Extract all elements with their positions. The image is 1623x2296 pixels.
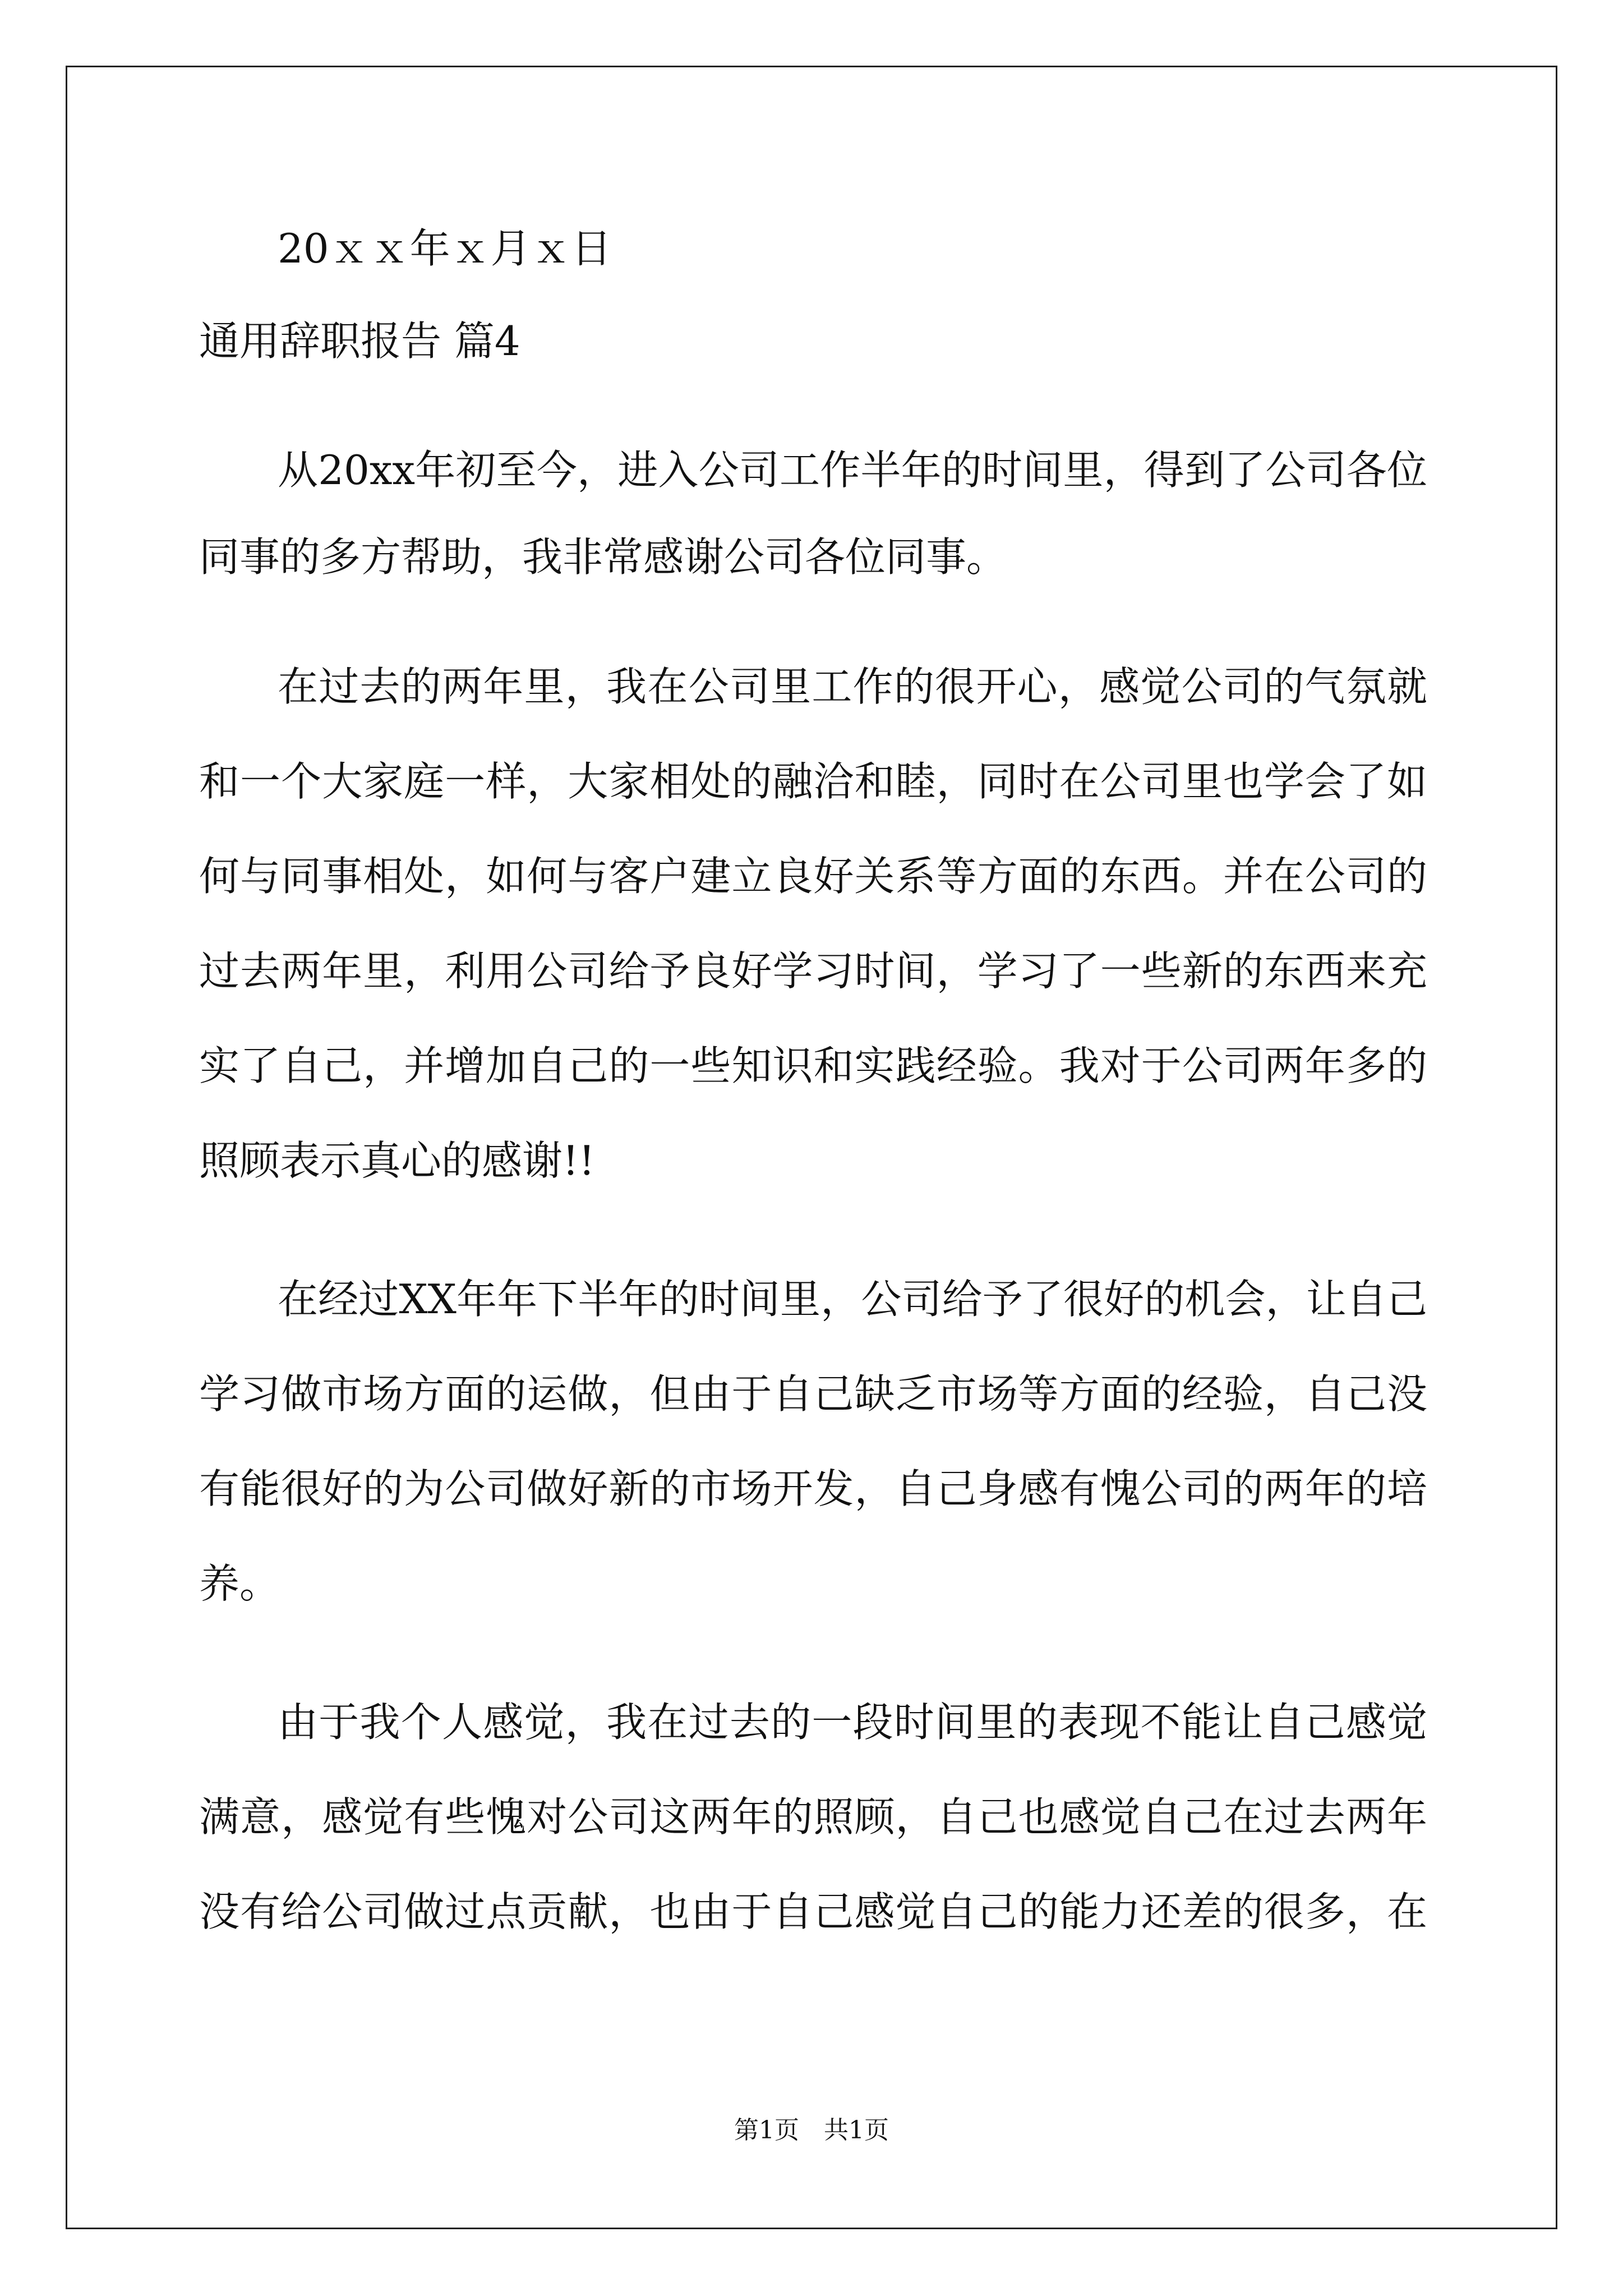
paragraph-2-line-3: 何与同事相处，如何与客户建立良好关系等方面的东西。并在公司的 [199, 853, 1427, 900]
paragraph-1-line-1: 从20xx年初至今，进入公司工作半年的时间里，得到了公司各位 [278, 447, 1427, 494]
paragraph-3-line-2: 学习做市场方面的运做，但由于自己缺乏市场等方面的经验，自己没 [199, 1370, 1427, 1418]
section-heading: 通用辞职报告 篇4 [199, 318, 520, 365]
paragraph-4-line-1: 由于我个人感觉，我在过去的一段时间里的表现不能让自己感觉 [278, 1699, 1427, 1746]
page-footer: 第1页 共1页 [734, 2116, 889, 2145]
paragraph-4-line-2: 满意，感觉有些愧对公司这两年的照顾，自己也感觉自己在过去两年 [199, 1793, 1427, 1841]
paragraph-2-line-5: 实了自己，并增加自己的一些知识和实践经验。我对于公司两年多的 [199, 1042, 1427, 1089]
paragraph-2-line-1: 在过去的两年里，我在公司里工作的很开心，感觉公司的气氛就 [278, 663, 1427, 710]
date-line: 20ｘｘ年ｘ月ｘ日 [278, 225, 612, 272]
paragraph-3-line-4: 养。 [199, 1560, 280, 1607]
paragraph-2-line-6: 照顾表示真心的感谢!! [199, 1137, 595, 1184]
paragraph-1-line-2: 同事的多方帮助，我非常感谢公司各位同事。 [199, 533, 1007, 581]
paragraph-2-line-4: 过去两年里，利用公司给予良好学习时间，学习了一些新的东西来充 [199, 947, 1427, 995]
paragraph-2-line-2: 和一个大家庭一样，大家相处的融洽和睦，同时在公司里也学会了如 [199, 758, 1427, 805]
paragraph-3-line-1: 在经过XX年年下半年的时间里，公司给予了很好的机会，让自己 [278, 1276, 1427, 1323]
paragraph-3-line-3: 有能很好的为公司做好新的市场开发，自己身感有愧公司的两年的培 [199, 1465, 1427, 1512]
paragraph-4-line-3: 没有给公司做过点贡献，也由于自己感觉自己的能力还差的很多，在 [199, 1888, 1427, 1935]
